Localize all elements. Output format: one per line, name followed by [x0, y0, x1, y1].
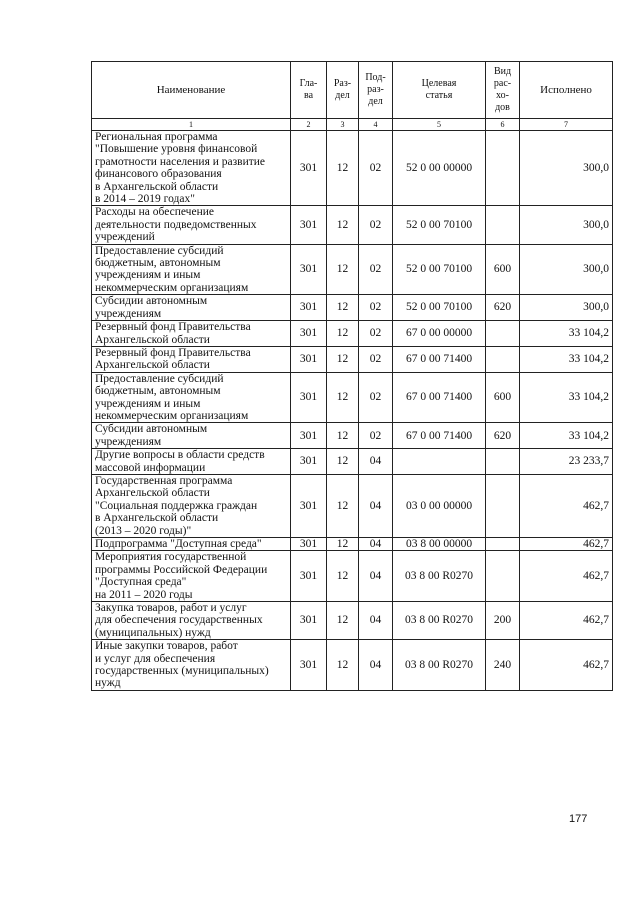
table-row [92, 206, 613, 244]
row-subsection: 04 [359, 602, 393, 640]
row-name-line: бюджетным, автономным [95, 385, 221, 398]
column-number: 3 [327, 119, 359, 131]
header-expense-type [486, 62, 520, 119]
row-name [92, 551, 291, 602]
table-row [92, 372, 613, 423]
row-target-article: 03 8 00 00000 [393, 538, 486, 551]
row-name-line: Региональная программа [95, 131, 218, 143]
row-section: 12 [327, 449, 359, 475]
row-subsection: 02 [359, 423, 393, 449]
row-name-line: Архангельской области [95, 359, 210, 372]
row-name [92, 602, 291, 640]
row-expense-type [486, 321, 520, 347]
row-section: 12 [327, 206, 359, 244]
row-name [92, 244, 291, 295]
table-row [92, 449, 613, 475]
row-name [92, 538, 291, 551]
row-name-line: Другие вопросы в области средств [95, 449, 265, 462]
row-subsection: 04 [359, 449, 393, 475]
row-name-line: Иные закупки товаров, работ [95, 640, 238, 653]
row-name-line: Подпрограмма "Доступная среда" [95, 538, 262, 550]
row-name-line: и услуг для обеспечения [95, 652, 216, 665]
row-name-line: учреждениям и иным [95, 269, 201, 282]
row-name [92, 131, 291, 206]
row-executed-amount: 33 104,2 [520, 346, 613, 372]
row-executed-amount: 300,0 [520, 244, 613, 295]
row-section: 12 [327, 538, 359, 551]
column-number: 5 [393, 119, 486, 131]
row-name-line: Субсидии автономным [95, 295, 208, 308]
row-expense-type: 620 [486, 423, 520, 449]
row-expense-type [486, 449, 520, 475]
row-name-line: Предоставление субсидий [95, 244, 224, 257]
row-target-article [393, 449, 486, 475]
header-row [92, 62, 613, 119]
row-subsection: 02 [359, 346, 393, 372]
row-name-line: деятельности подведомственных [95, 218, 257, 231]
row-target-article: 52 0 00 70100 [393, 244, 486, 295]
row-chapter: 301 [291, 295, 327, 321]
row-subsection: 02 [359, 372, 393, 423]
header-line: Под- [365, 72, 386, 83]
row-name-line: государственных (муниципальных) [95, 665, 269, 678]
header-line: Раз- [333, 78, 352, 89]
row-executed-amount: 300,0 [520, 206, 613, 244]
row-section: 12 [327, 602, 359, 640]
column-number: 1 [92, 119, 291, 131]
row-executed-amount: 33 104,2 [520, 372, 613, 423]
header-name: Наименование [92, 62, 291, 119]
row-subsection: 04 [359, 551, 393, 602]
row-subsection: 02 [359, 206, 393, 244]
table-body [92, 131, 613, 691]
row-target-article: 67 0 00 71400 [393, 346, 486, 372]
row-section: 12 [327, 321, 359, 347]
row-name [92, 346, 291, 372]
row-name-line: учреждений [95, 231, 155, 244]
row-section: 12 [327, 423, 359, 449]
row-executed-amount: 462,7 [520, 538, 613, 551]
column-number: 2 [291, 119, 327, 131]
row-name-line: учреждениям [95, 307, 162, 320]
row-subsection: 04 [359, 474, 393, 537]
row-subsection: 04 [359, 538, 393, 551]
row-expense-type: 620 [486, 295, 520, 321]
row-subsection: 02 [359, 131, 393, 206]
row-name [92, 321, 291, 347]
row-name-line: учреждениям и иным [95, 397, 201, 410]
row-expense-type [486, 538, 520, 551]
row-chapter: 301 [291, 449, 327, 475]
table-row [92, 423, 613, 449]
row-target-article: 03 8 00 R0270 [393, 640, 486, 691]
row-target-article: 67 0 00 71400 [393, 423, 486, 449]
row-target-article: 52 0 00 00000 [393, 131, 486, 206]
row-name-line: в Архангельской области [95, 512, 219, 525]
page-number: 177 [569, 813, 588, 825]
header-chapter [291, 62, 327, 119]
row-chapter: 301 [291, 244, 327, 295]
row-section: 12 [327, 346, 359, 372]
row-name-line: бюджетным, автономным [95, 257, 221, 270]
header-line: дов [495, 102, 510, 113]
row-name-line: "Социальная поддержка граждан [95, 499, 258, 512]
row-target-article: 03 0 00 00000 [393, 474, 486, 537]
row-chapter: 301 [291, 206, 327, 244]
expenditure-table [91, 61, 613, 691]
table-row [92, 295, 613, 321]
row-chapter: 301 [291, 640, 327, 691]
column-number-row [92, 119, 613, 131]
row-name [92, 474, 291, 537]
header-target [393, 62, 486, 119]
row-chapter: 301 [291, 346, 327, 372]
row-name-line: грамотности населения и развитие [95, 155, 266, 168]
row-name-line: Резервный фонд Правительства [95, 321, 251, 334]
row-expense-type [486, 131, 520, 206]
header-executed: Исполнено [520, 62, 613, 119]
table-row [92, 131, 613, 206]
row-chapter: 301 [291, 321, 327, 347]
row-name [92, 449, 291, 475]
row-expense-type [486, 206, 520, 244]
row-name-line: некоммерческим организациям [95, 409, 249, 422]
row-chapter: 301 [291, 602, 327, 640]
row-subsection: 02 [359, 321, 393, 347]
row-name-line: финансового образования [95, 168, 222, 181]
row-target-article: 67 0 00 71400 [393, 372, 486, 423]
row-name [92, 295, 291, 321]
row-chapter: 301 [291, 551, 327, 602]
row-executed-amount: 33 104,2 [520, 423, 613, 449]
row-name-line: учреждениям [95, 435, 162, 448]
row-chapter: 301 [291, 372, 327, 423]
table-row [92, 551, 613, 602]
row-target-article: 67 0 00 00000 [393, 321, 486, 347]
row-name-line: (2013 – 2020 годы)" [95, 524, 192, 537]
header-line: ва [303, 90, 314, 101]
row-executed-amount: 300,0 [520, 131, 613, 206]
header-line: Целевая [421, 78, 457, 89]
row-subsection: 02 [359, 244, 393, 295]
row-section: 12 [327, 640, 359, 691]
header-line: Вид [493, 66, 512, 77]
row-chapter: 301 [291, 474, 327, 537]
row-name-line: Субсидии автономным [95, 423, 208, 436]
row-executed-amount: 23 233,7 [520, 449, 613, 475]
column-number: 6 [486, 119, 520, 131]
row-name-line: массовой информации [95, 461, 206, 474]
row-name-line: Расходы на обеспечение [95, 206, 214, 219]
row-name-line: Государственная программа [95, 474, 233, 487]
table-row [92, 346, 613, 372]
row-section: 12 [327, 372, 359, 423]
header-section [327, 62, 359, 119]
row-expense-type: 600 [486, 372, 520, 423]
row-name-line: на 2011 – 2020 годы [95, 588, 193, 601]
row-executed-amount: 462,7 [520, 602, 613, 640]
row-expense-type: 240 [486, 640, 520, 691]
header-line: дел [335, 90, 350, 101]
row-name [92, 206, 291, 244]
row-name-line: "Повышение уровня финансовой [95, 143, 258, 156]
row-name-line: (муниципальных) нужд [95, 626, 211, 639]
row-name-line: Резервный фонд Правительства [95, 346, 251, 359]
row-name-line: Мероприятия государственной [95, 551, 247, 564]
table-row [92, 538, 613, 551]
row-section: 12 [327, 131, 359, 206]
row-name-line: нужд [95, 677, 121, 690]
row-name-line: программы Российской Федерации [95, 563, 268, 576]
header-line: дел [368, 96, 383, 107]
row-name-line: Закупка товаров, работ и услуг [95, 602, 247, 615]
row-section: 12 [327, 295, 359, 321]
column-number: 4 [359, 119, 393, 131]
header-line: раз- [367, 84, 384, 95]
table-row [92, 321, 613, 347]
row-target-article: 03 8 00 R0270 [393, 551, 486, 602]
row-target-article: 52 0 00 70100 [393, 295, 486, 321]
row-executed-amount: 462,7 [520, 474, 613, 537]
table-row [92, 640, 613, 691]
row-target-article: 52 0 00 70100 [393, 206, 486, 244]
row-chapter: 301 [291, 538, 327, 551]
table-row [92, 244, 613, 295]
table-row [92, 474, 613, 537]
row-expense-type: 200 [486, 602, 520, 640]
row-name-line: в Архангельской области [95, 180, 219, 193]
row-chapter: 301 [291, 423, 327, 449]
row-name-line: Архангельской области [95, 487, 210, 500]
row-name-line: некоммерческим организациям [95, 281, 249, 294]
row-name-line: в 2014 – 2019 годах" [95, 193, 195, 206]
row-name-line: Предоставление субсидий [95, 372, 224, 385]
row-section: 12 [327, 244, 359, 295]
row-target-article: 03 8 00 R0270 [393, 602, 486, 640]
header-line: рас- [493, 78, 512, 89]
row-name [92, 423, 291, 449]
table-row [92, 602, 613, 640]
header-line: Гла- [299, 78, 318, 89]
header-line: статья [425, 90, 453, 101]
row-executed-amount: 462,7 [520, 640, 613, 691]
row-executed-amount: 462,7 [520, 551, 613, 602]
header-subsection [359, 62, 393, 119]
row-chapter: 301 [291, 131, 327, 206]
row-section: 12 [327, 474, 359, 537]
row-name [92, 372, 291, 423]
row-expense-type [486, 551, 520, 602]
row-expense-type: 600 [486, 244, 520, 295]
row-name [92, 640, 291, 691]
row-name-line: Архангельской области [95, 333, 210, 346]
row-subsection: 02 [359, 295, 393, 321]
row-executed-amount: 300,0 [520, 295, 613, 321]
header-line: хо- [496, 90, 509, 101]
row-name-line: для обеспечения государственных [95, 614, 263, 627]
row-expense-type [486, 474, 520, 537]
row-name-line: "Доступная среда" [95, 576, 187, 589]
row-section: 12 [327, 551, 359, 602]
row-subsection: 04 [359, 640, 393, 691]
row-expense-type [486, 346, 520, 372]
row-executed-amount: 33 104,2 [520, 321, 613, 347]
column-number: 7 [520, 119, 613, 131]
